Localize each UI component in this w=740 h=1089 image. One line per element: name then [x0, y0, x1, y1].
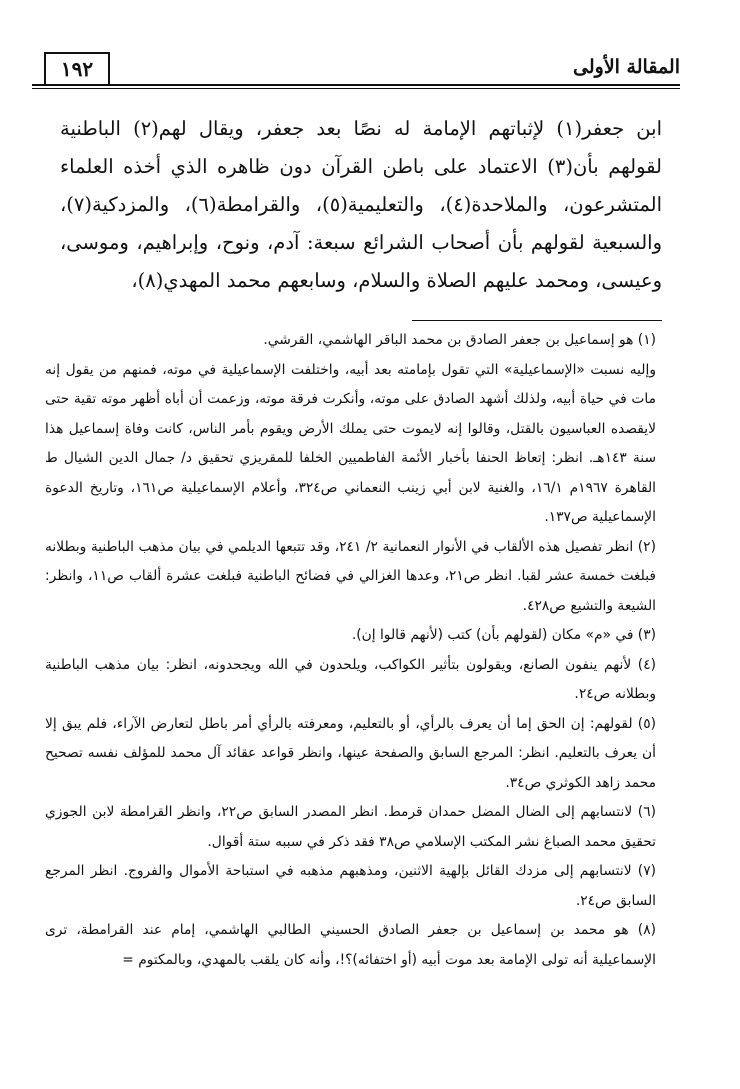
footnote-7: (٧) لانتسابهم إلى مزدك القائل بإلهية الاثنين، ومذهبهم مذهبه في استباحة الأموال والفروج. انظر المرجع السابق ص٢٤.	[45, 863, 656, 909]
page-number: ١٩٢	[44, 52, 110, 84]
page-header	[32, 48, 680, 96]
footnote-3: (٣) في «م» مكان (لقولهم بأن) كتب (لأنهم قالوا إن).	[351, 627, 656, 643]
footnotes	[45, 326, 656, 975]
main-paragraph: ابن جعفر(١) لإثباتهم الإمامة له نصًا بعد جعفر، ويقال لهم(٢) الباطنية لقولهم بأن(٣) الاعتماد على باطن القرآن دون ظاهره الذي أخذه العلماء المتشرعون، والملاحدة(٤)، والتعليمية(٥)، والقرامطة(٦)، والمزدكية(٧)، والسبعية لقولهم بأن أصحاب الشرائع سبعة: آدم، ونوح، وإبراهيم، وموسى، وعيسى، ومحمد عليهم الصلاة والسلام، وسابعهم محمد المهدي(٨)،	[60, 117, 663, 292]
footnote-1-continuation: وإليه نسبت «الإسماعيلية» التي تقول بإمامته بعد أبيه، واختلفت الإسماعيلية في موته، فمنهم من يقول إنه مات في حياة أبيه، ولذلك أشهد الصادق على موته، وأنكرت فرقة موته، وزعمت أن أباه أظهر موته تقية حتى لايقصده العباسيون بالقتل، وقالوا إنه لايموت حتى يملك الأرض ويقوم بأمر الناس، كانت وفاة إسماعيل هذا سنة ١٤٣هـ. انظر: إتعاظ الحنفا بأخبار الأئمة الفاطميين الخلفا للمقريزي تحقيق د/ جمال الدين الشيال ط القاهرة ١٩٦٧م ١٦/١، والغنية لابن أبي زينب النعماني ص٣٢٤، وأعلام الإسماعيلية ص١٦١، وتاريخ الدعوة الإسماعيلية ص١٣٧.	[45, 361, 657, 525]
footnote-8: (٨) هو محمد بن إسماعيل بن جعفر الصادق الحسيني الطالبي الهاشمي، إمام عند القرامطة، ترى الإسماعيلية أنه تولى الإمامة بعد موت أبيه (أو اختفائه)؟!، وأنه كان يلقب بالمهدي، وبالمكتوم =	[45, 922, 656, 968]
main-text	[60, 110, 662, 300]
header-rule-thin	[32, 88, 680, 89]
footnote-6: (٦) لانتسابهم إلى الضال المضل حمدان قرمط. انظر المصدر السابق ص٢٢، وانظر القرامطة لابن الجوزي تحقيق محمد الصباغ نشر المكتب الإسلامي ص٣٨ فقد ذكر في سببه ستة أقوال.	[45, 804, 656, 850]
footnote-5: (٥) لقولهم: إن الحق إما أن يعرف بالرأي، أو بالتعليم، ومعرفته بالرأي أمر باطل لتعارض الآراء، فلم يبق إلا أن يعرف بالتعليم. انظر: المرجع السابق والصفحة عينها، وانظر قواعد عقائد آل محمد للمؤلف نفسه تصحيح محمد زاهد الكوثري ص٣٤.	[45, 715, 656, 791]
footnote-separator	[412, 320, 662, 321]
footnote-2: (٢) انظر تفصيل هذه الألقاب في الأنوار النعمانية ٢/ ٢٤١، وقد تتبعها الديلمي في بيان مذهب الباطنية وبطلانه فبلغت خمسة عشر لقبا. انظر ص٢١، وعدها الغزالي في فضائح الباطنية فبلغت عشرة ألقاب ص١١، وانظر: الشيعة والتشيع ص٤٢٨.	[45, 538, 656, 614]
footnote-4: (٤) لأنهم ينفون الصانع، ويقولون بتأثير الكواكب، ويلحدون في الله ويجحدونه، انظر: بيان مذهب الباطنية وبطلانه ص٢٤.	[45, 656, 656, 702]
header-rule	[32, 84, 680, 86]
footnote-1	[45, 326, 656, 533]
footnote-1-text: (١) هو إسماعيل بن جعفر الصادق بن محمد الباقر الهاشمي، القرشي.	[263, 332, 656, 348]
section-title: المقالة الأولى	[573, 56, 680, 78]
